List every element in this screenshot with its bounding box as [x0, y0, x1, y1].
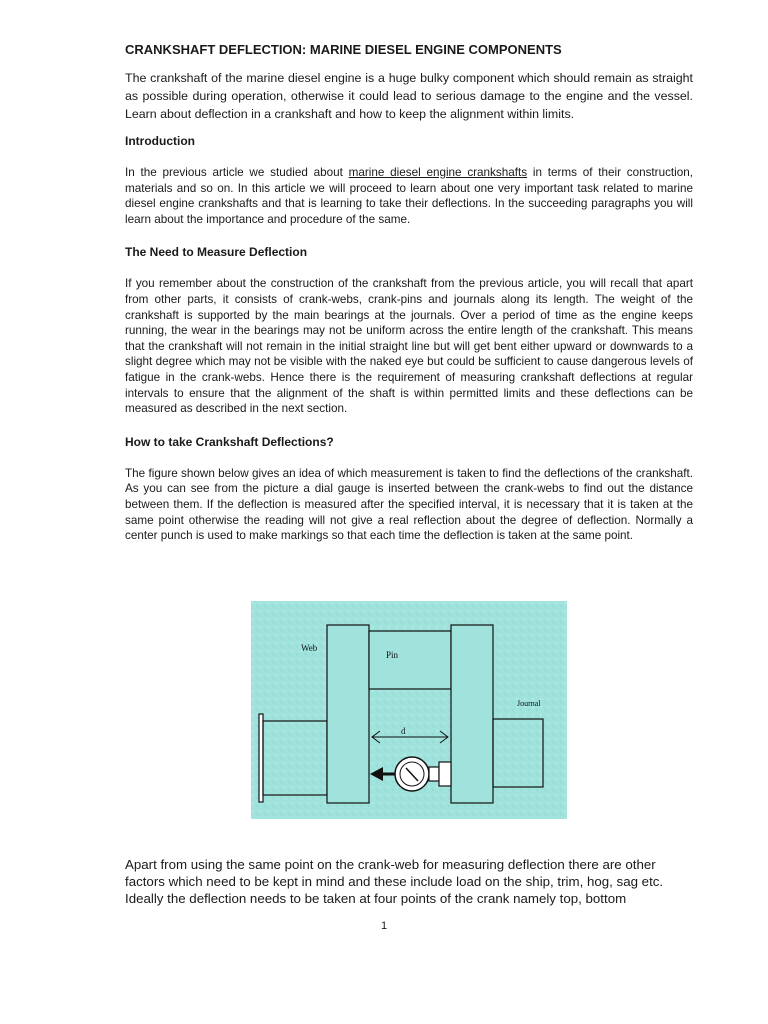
section-heading-introduction: Introduction — [125, 134, 195, 148]
label-journal: Journal — [517, 699, 541, 708]
left-journal-flange — [259, 714, 263, 802]
label-distance: d — [401, 726, 406, 736]
document-body — [125, 42, 693, 561]
how-to-paragraph: The figure shown below gives an idea of which measurement is taken to find the deflections of the crankshaft. As you can see from the picture a dial gauge is inserted between the crank-webs to find out the distance between them. If the deflection is measured after the specified interval, it is necessary that it is taken at the same point otherwise the reading will not give a real reflection about the degree of deflection. Normally a center punch is used to make markings so that each time the deflection is taken at the same point. — [125, 466, 693, 543]
after-figure-paragraph: Apart from using the same point on the crank-web for measuring deflection there are other factors which need to be kept in mind and these include load on the ship, trim, hog, sag etc. Ideally the deflection needs to be taken at four points of the crank namely top, bottom — [125, 857, 664, 906]
document-title: CRANKSHAFT DEFLECTION: MARINE DIESEL ENGINE COMPONENTS — [125, 42, 562, 57]
introduction-text-after: in terms of their construction, materials and so on. In this article we will proceed to learn about one very important task related to marine diesel engine crankshafts and that is learning to take their deflections. In the succeeding paragraphs you will learn about the importance and procedure of the same. — [125, 166, 693, 226]
need-paragraph: If you remember about the construction of the crankshaft from the previous article, you will recall that apart from other parts, it consists of crank-webs, crank-pins and journals along its length. The weight of the crankshaft is supported by the main bearings at the journals. Over a period of time as the engine keeps running, the wear in the bearings may not be uniform across the entire length of the crankshaft. This means that the crankshaft will not remain in the initial straight line but will get bent either upward or downwards to a slight degree which may not be visible with the naked eye but could be sufficient to cause dangerous levels of fatigue in the crank-webs. Hence there is the requirement of measuring crankshaft deflections at regular intervals to ensure that the alignment of the shaft is within permitted limits and these deflections can be measured as described in the next section. — [125, 277, 693, 416]
crank-pin — [369, 631, 451, 689]
label-pin: Pin — [386, 650, 399, 660]
dial-gauge-body — [429, 767, 439, 781]
lead-paragraph: The crankshaft of the marine diesel engine is a huge bulky component which should remain as straight as possible during operation, otherwise it could lead to serious damage to the engine and the vessel. Learn about deflection in a crankshaft and how to keep the alignment within limits. — [125, 71, 693, 121]
section-heading-need: The Need to Measure Deflection — [125, 245, 308, 260]
left-crank-web — [327, 625, 369, 803]
page-number: 1 — [380, 920, 388, 932]
crankshafts-article-link[interactable]: marine diesel engine crankshafts — [348, 166, 528, 179]
right-crank-web — [451, 625, 493, 803]
label-web: Web — [301, 643, 318, 653]
introduction-text-before: In the previous article we studied about — [125, 166, 349, 179]
dial-gauge-clamp — [439, 762, 451, 786]
introduction-paragraph — [125, 165, 693, 227]
section-heading-how-to: How to take Crankshaft Deflections? — [125, 434, 334, 449]
crankshaft-diagram — [251, 601, 567, 819]
crankshaft-deflection-figure — [251, 601, 567, 819]
